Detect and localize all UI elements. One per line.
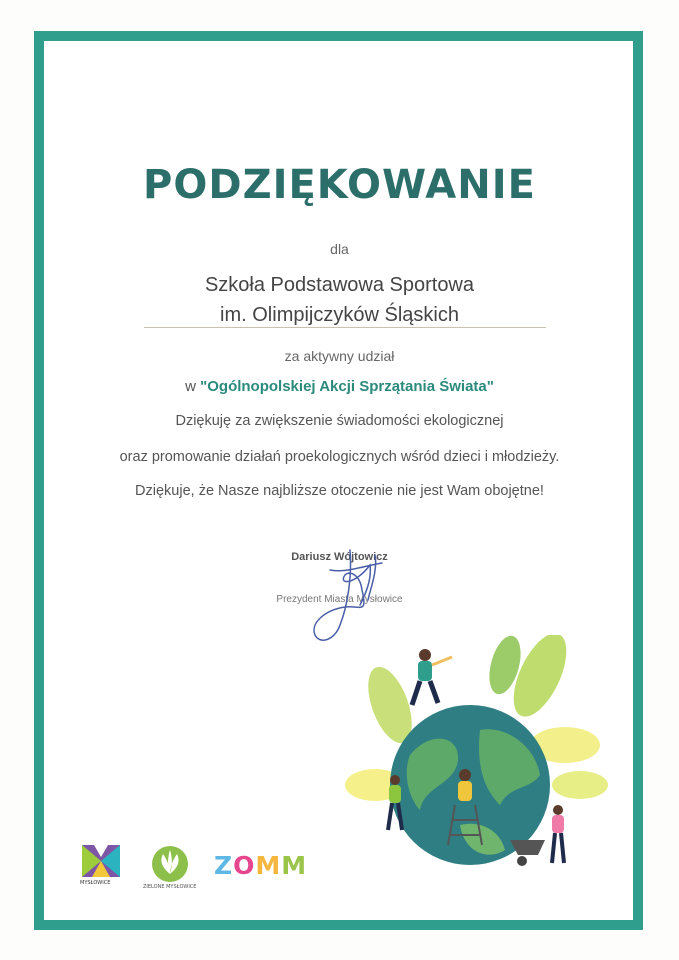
zomm-letter: O [233, 851, 256, 880]
action-line [0, 378, 679, 395]
divider [144, 327, 546, 328]
earth-illustration-icon [340, 635, 610, 885]
action-name: "Ogólnopolskiej Akcji Sprzątania Świata" [200, 378, 494, 395]
zomm-letter: Z [214, 851, 234, 880]
zielone-myslowice-logo-text: ZIELONE MYSŁOWICE [143, 884, 197, 890]
myslowice-logo-text: MYSŁOWICE [80, 880, 111, 886]
certificate-title: PODZIĘKOWANIE [143, 162, 536, 208]
participation-label: za aktywny udział [284, 348, 395, 364]
school-name-line2: im. Olimpijczyków Śląskich [220, 304, 459, 326]
signer-name: Dariusz Wójtowicz [291, 551, 388, 563]
zomm-logo [214, 851, 307, 880]
thanks-line-1: Dziękuję za zwiększenie świadomości ekologicznej [175, 413, 504, 429]
signer-role: Prezydent Miasta Mysłowice [276, 594, 403, 605]
zomm-letter: M [281, 851, 308, 880]
action-prefix: w [185, 378, 196, 395]
thanks-line-2: oraz promowanie działań proekologicznych wśród dzieci i młodzieży. [119, 449, 560, 465]
zomm-letter: M [255, 851, 282, 880]
thanks-line-3: Dziękuje, że Nasze najbliższe otoczenie nie jest Wam obojętne! [135, 483, 544, 499]
school-name-line1: Szkoła Podstawowa Sportowa [204, 274, 475, 296]
for-label: dla [330, 241, 349, 257]
